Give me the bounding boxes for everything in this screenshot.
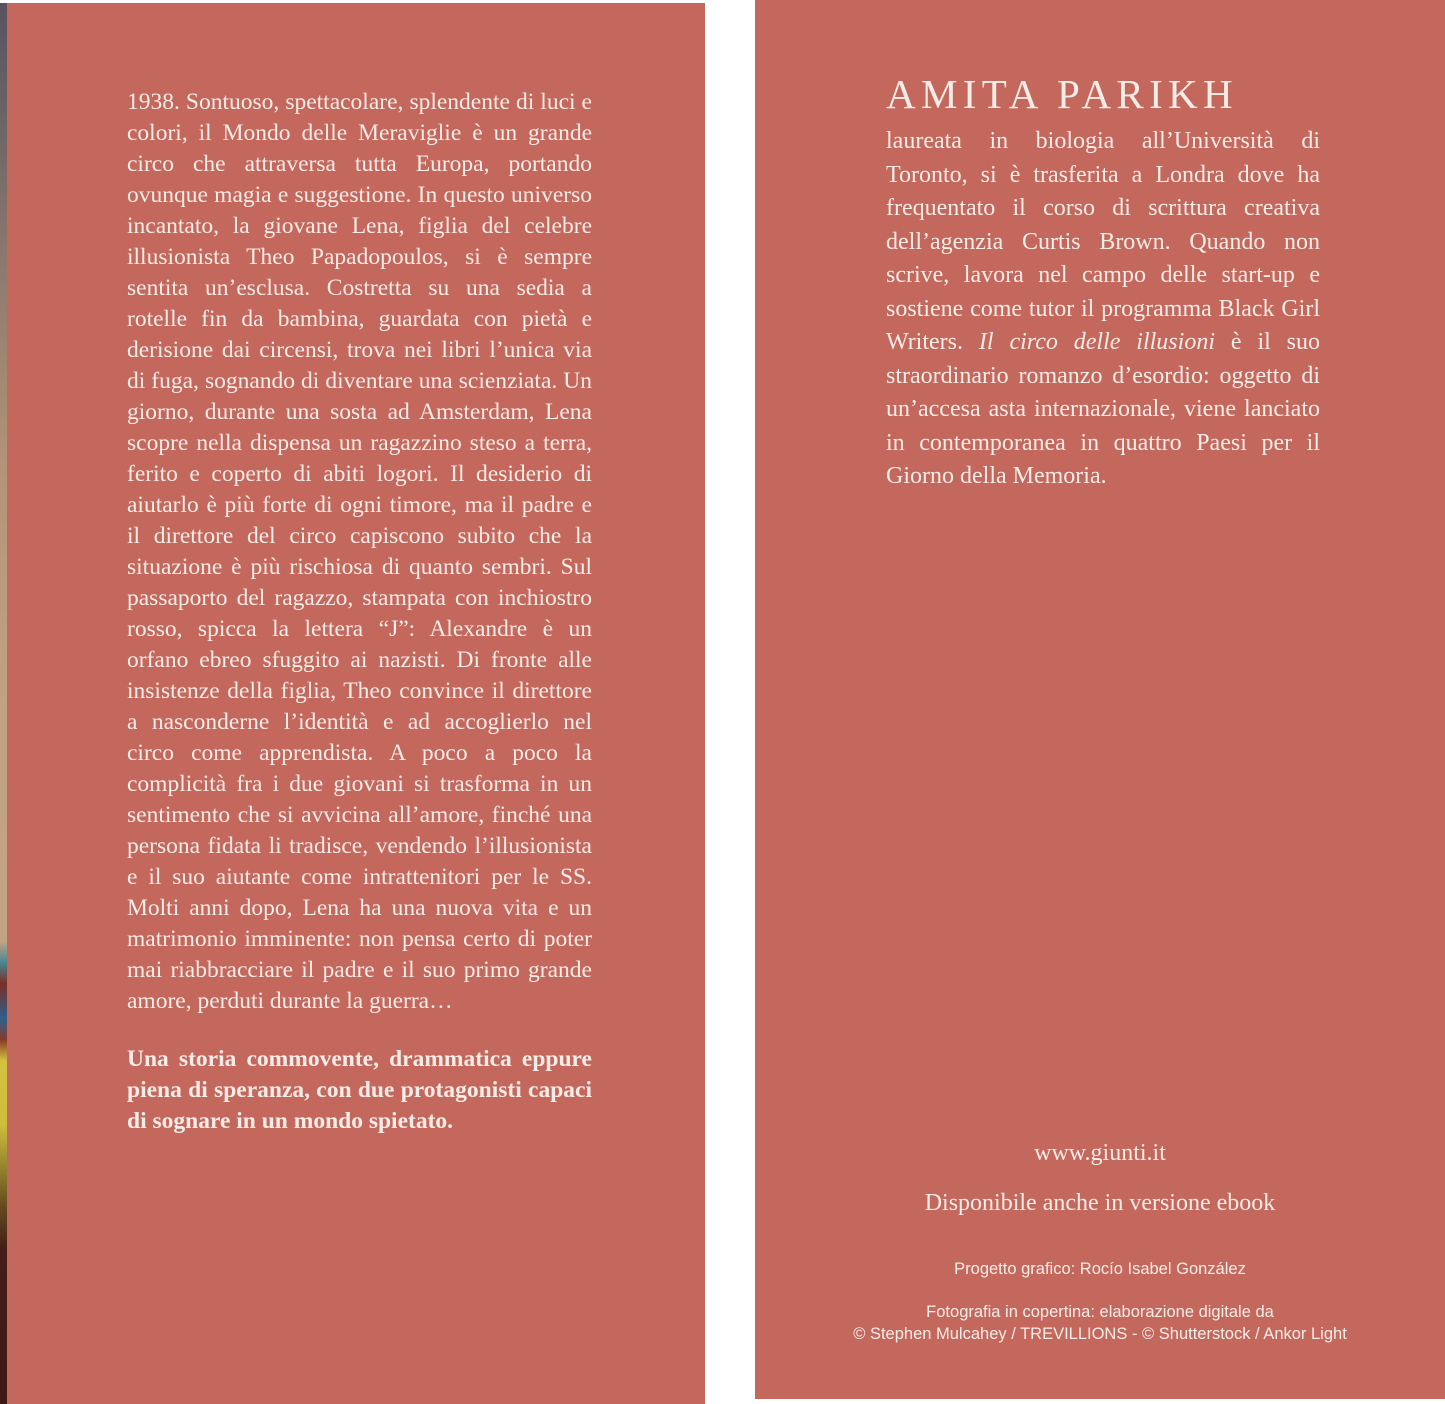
book-title-italic: Il circo delle illusioni	[978, 329, 1215, 355]
ebook-availability-note: Disponibile anche in versione ebook	[924, 1190, 1276, 1216]
photo-credit-line2: © Stephen Mulcahey / TREVILLIONS - © Shutterstock / Ankor Light	[853, 1325, 1347, 1343]
design-credit: Progetto grafico: Rocío Isabel González	[954, 1260, 1246, 1278]
author-bio	[886, 125, 1320, 494]
cover-edge-strip	[0, 3, 7, 1404]
right-flap	[755, 0, 1445, 1399]
bio-text-segment: laureata in biologia all’Università di Toronto, si è trasferita a Londra dove ha frequentato il corso di scrittura creativa dell’agenzia Curtis Brown. Quando non scrive, lavora nel campo delle start-up e sostiene come tutor il programma Black Girl Writers.	[886, 128, 1320, 355]
publisher-website: www.giunti.it	[1034, 1140, 1166, 1166]
author-name: AMITA PARIKH	[886, 71, 1238, 117]
closing-tagline: Una storia commovente, drammatica eppure piena di speranza, con due protagonisti capaci di sognare in un mondo spietato.	[127, 1046, 592, 1134]
bio-text-segment: è il suo straordinario romanzo d’esordio: oggetto di un’accesa asta internazionale, viene lanciato in contemporanea in quattro Paesi per il Giorno della Memoria.	[886, 329, 1321, 489]
photo-credit-line1: Fotografia in copertina: elaborazione digitale da	[926, 1303, 1274, 1321]
left-flap	[7, 3, 705, 1404]
synopsis-text: 1938. Sontuoso, spettacolare, splendente di luci e colori, il Mondo delle Meraviglie è un grande circo che attraversa tutta Europa, portando ovunque magia e suggestione. In questo universo incantato, la giovane Lena, figlia del celebre illusionista Theo Papadopoulos, si è sempre sentita un’esclusa. Costretta su una sedia a rotelle fin da bambina, guardata con pietà e derisione dai circensi, trova nei libri l’unica via di fuga, sognando di diventare una scienziata. Un giorno, durante una sosta ad Amsterdam, Lena scopre nella dispensa un ragazzino steso a terra, ferito e coperto di abiti logori. Il desiderio di aiutarlo è più forte di ogni timore, ma il padre e il direttore del circo capiscono subito che la situazione è più rischiosa di quanto sembri. Sul passaporto del ragazzo, stampata con inchiostro rosso, spicca la lettera “J”: Alexandre è un orfano ebreo sfuggito ai nazisti. Di fronte alle insistenze della figlia, Theo convince il direttore a nasconderne l’identità e ad accoglierlo nel circo come apprendista. A poco a poco la complicità fra i due giovani si trasforma in un sentimento che si avvicina all’amore, finché una persona fidata li tradisce, vendendo l’illusionista e il suo aiutante come intrattenitori per le SS. Molti anni dopo, Lena ha una nuova vita e un matrimonio imminente: non pensa certo di poter mai riabbracciare il padre e il suo primo grande amore, perduti durante la guerra…	[127, 89, 592, 1014]
